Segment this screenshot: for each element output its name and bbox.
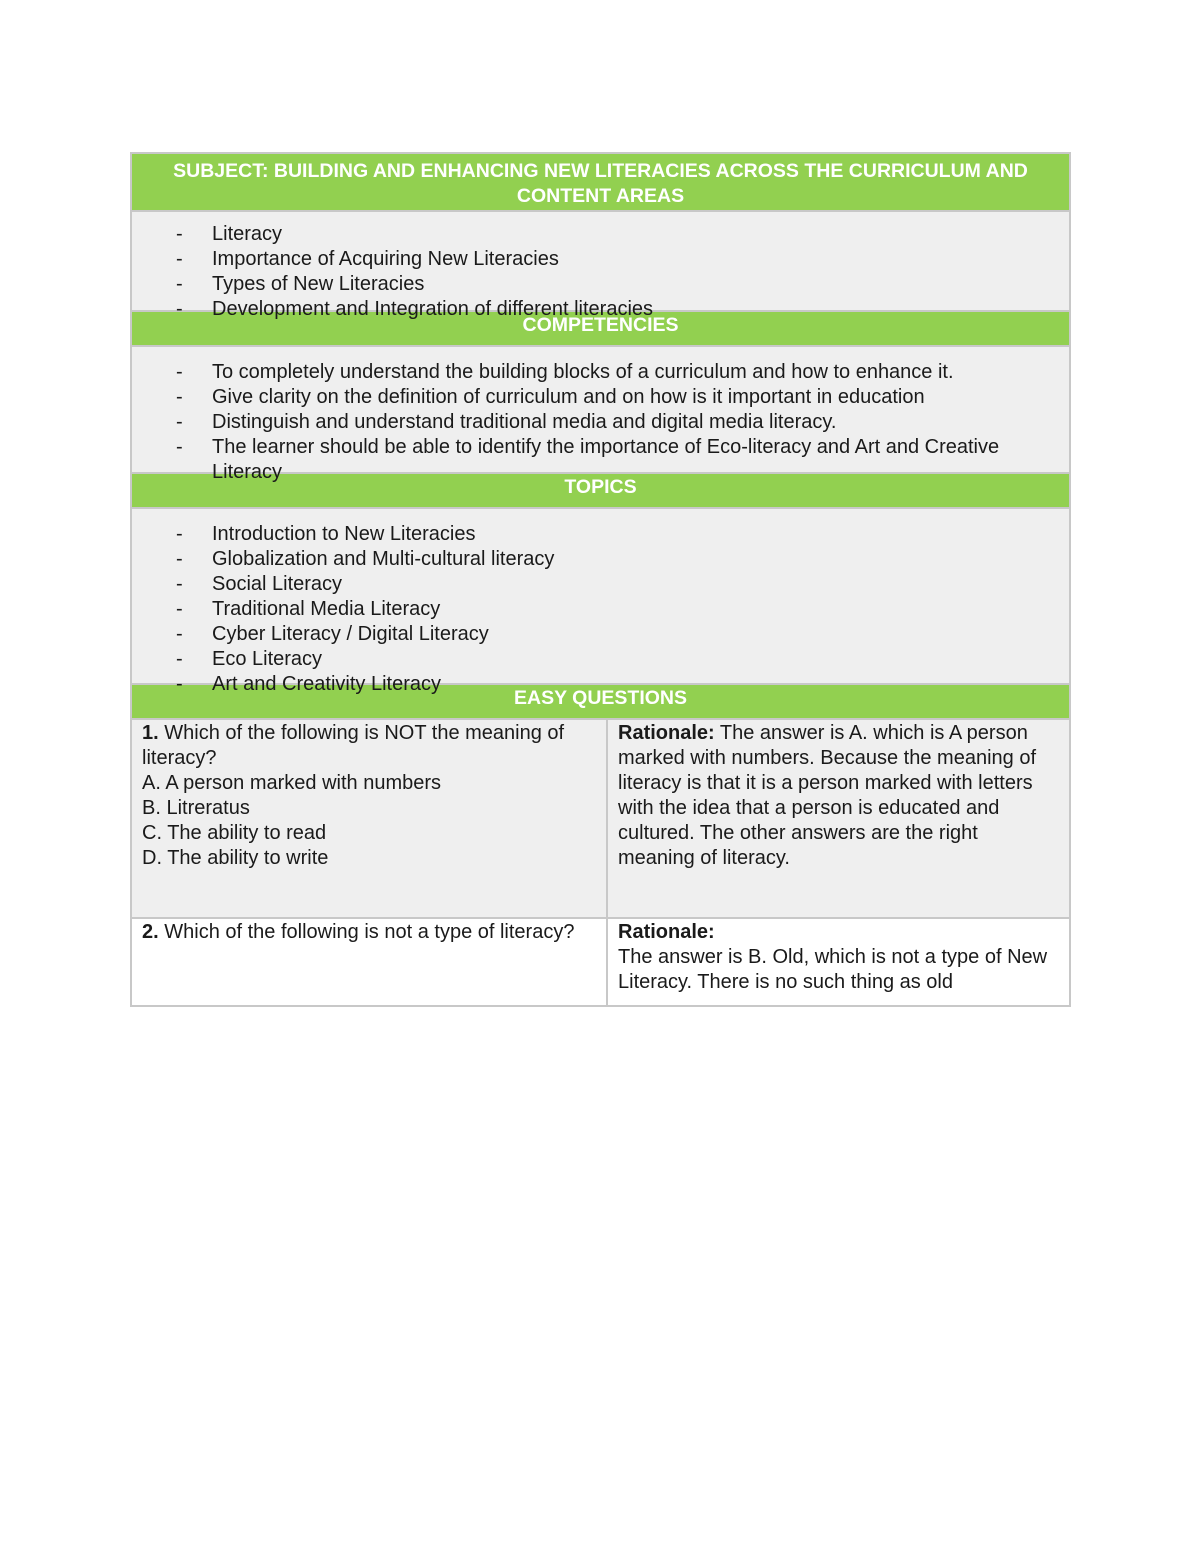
bullet-dash: - [176,648,183,670]
question-row-1 [132,720,1069,919]
rationale-label: Rationale: [618,921,715,943]
answer-option: D. The ability to write [142,847,329,869]
list-item: - Cyber Literacy / Digital Literacy [176,623,489,645]
question-cell [132,720,608,917]
bullet-dash: - [176,598,183,620]
list-item: - Literacy [176,223,283,245]
question-text: Which of the following is not a type of literacy? [164,921,575,943]
topics-list [132,509,1069,695]
easy-questions-header: EASY QUESTIONS [132,685,1069,720]
course-table [130,152,1071,1007]
answer-option: B. Litreratus [142,797,250,819]
rationale-text: The answer is A. which is A person marked with numbers. Because the meaning of literacy is that it is a person marked with letters with the idea that a person is educated and cultured. The other answers are the right meaning of literacy. [618,722,1036,869]
list-item: - Traditional Media Literacy [176,598,441,620]
question-cell [132,919,608,1005]
question-number: 1. [142,722,159,744]
rationale-cell [608,720,1069,917]
answer-option: C. The ability to read [142,822,327,844]
bullet-dash: - [176,436,183,458]
list-item: - Eco Literacy [176,648,323,670]
subject-list [132,212,1069,320]
question-number: 2. [142,921,159,943]
list-item: - Development and Integration of different literacies [176,298,654,320]
list-item: - Importance of Acquiring New Literacies [176,248,559,270]
list-item: - The learner should be able to identify the importance of Eco-literacy and Art and Creative Literacy [176,436,1000,483]
list-item: - Globalization and Multi-cultural literacy [176,548,555,570]
bullet-dash: - [176,386,183,408]
competencies-list [132,347,1069,483]
list-item: - Distinguish and understand traditional media and digital media literacy. [176,411,837,433]
rationale-text: The answer is B. Old, which is not a type of New Literacy. There is no such thing as old [618,946,1048,993]
bullet-dash: - [176,523,183,545]
bullet-dash: - [176,673,183,695]
list-item: - Social Literacy [176,573,343,595]
rationale-cell [608,919,1069,1005]
bullet-dash: - [176,361,183,383]
bullet-dash: - [176,548,183,570]
subject-title: SUBJECT: BUILDING AND ENHANCING NEW LITERACIES ACROSS THE CURRICULUM AND CONTENT AREAS [132,154,1069,212]
competencies-header: COMPETENCIES [132,312,1069,347]
list-item: - To completely understand the building blocks of a curriculum and how to enhance it. [176,361,954,383]
bullet-dash: - [176,223,183,245]
bullet-dash: - [176,248,183,270]
list-item: - Give clarity on the definition of curriculum and on how is it important in education [176,386,925,408]
bullet-dash: - [176,273,183,295]
answer-option: A. A person marked with numbers [142,772,442,794]
rationale-label: Rationale: [618,722,715,744]
bullet-dash: - [176,411,183,433]
topics-header: TOPICS [132,474,1069,509]
question-row-2 [132,919,1069,1005]
question-text: Which of the following is NOT the meaning of literacy? [142,722,565,769]
bullet-dash: - [176,573,183,595]
bullet-dash: - [176,298,183,320]
list-item: - Types of New Literacies [176,273,425,295]
list-item: - Introduction to New Literacies [176,523,476,545]
list-item: - Art and Creativity Literacy [176,673,441,695]
bullet-dash: - [176,623,183,645]
